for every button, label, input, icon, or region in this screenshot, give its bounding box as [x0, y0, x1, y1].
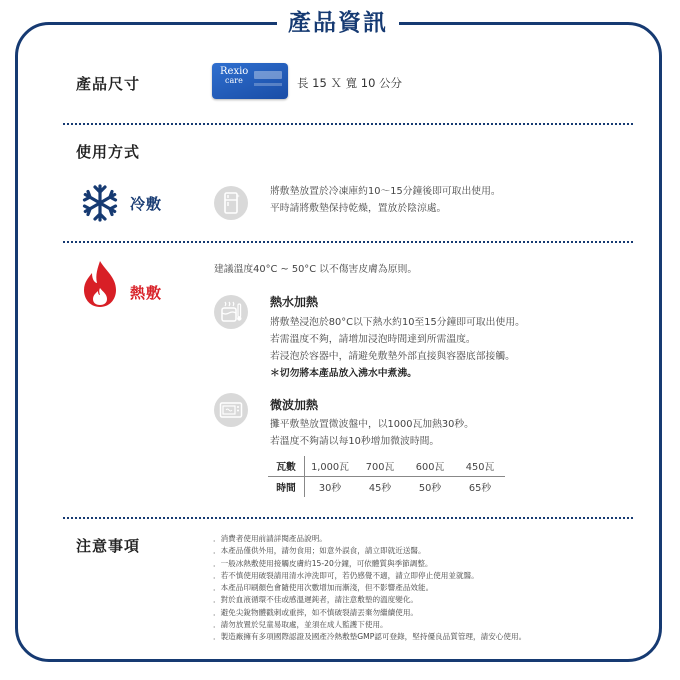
page-title: 產品資訊 — [288, 10, 388, 36]
watts-cell: 700瓦 — [355, 456, 405, 477]
note-item: ．製造廠擁有多項國際認證及國產冷熱敷墊GMP認可登錄，堅持優良品質管理，請安心使用。 — [213, 632, 527, 642]
microwave-title: 微波加熱 — [270, 398, 319, 412]
svg-text:*: * — [236, 194, 240, 201]
times-cell: 45秒 — [368, 483, 392, 494]
note-item: ．請勿放置於兒童易取處，並須在成人監護下使用。 — [213, 620, 388, 630]
notes-label: 注意事項 — [76, 537, 141, 555]
cold-label: 冷敷 — [130, 195, 163, 213]
times-row — [268, 477, 505, 498]
note-item: ．對於血液循環不佳或感溫遲鈍者，請注意敷墊的溫度變化。 — [213, 595, 419, 605]
size-label: 產品尺寸 — [76, 75, 141, 93]
hot-water-line-2: 若需溫度不夠，請增加浸泡時間達到所需溫度。 — [270, 334, 476, 345]
divider-3 — [63, 517, 633, 519]
cold-line-1: 將敷墊放置於冷凍庫約10～15分鐘後即可取出使用。 — [270, 186, 501, 197]
flame-icon — [80, 260, 120, 308]
hot-water-warning: ＊切勿將本產品放入沸水中煮沸。 — [270, 368, 417, 379]
times-header: 時間 — [268, 477, 305, 498]
microwave-table — [268, 456, 505, 497]
times-cell: 65秒 — [468, 483, 492, 494]
cold-line-2: 平時請將敷墊保持乾燥，置放於陰涼處。 — [270, 203, 447, 214]
hot-water-icon — [214, 295, 248, 329]
snowflake-icon — [80, 183, 120, 223]
fridge-icon — [214, 186, 248, 220]
usage-label: 使用方式 — [76, 143, 141, 161]
divider-2 — [63, 241, 633, 243]
hot-water-line-1: 將敷墊浸泡於80°C以下熱水約10至15分鐘即可取出使用。 — [270, 317, 525, 328]
product-text-strip — [254, 83, 282, 86]
title-right-tick — [399, 22, 408, 25]
product-icons — [254, 71, 282, 79]
product-brand-sub: care — [225, 76, 243, 85]
times-cell: 50秒 — [418, 483, 442, 494]
watts-cell: 450瓦 — [455, 456, 505, 477]
microwave-icon — [214, 393, 248, 427]
times-cell: 30秒 — [318, 483, 342, 494]
product-image — [212, 63, 288, 99]
title-block — [268, 8, 408, 38]
microwave-line-1: 攤平敷墊放置微波盤中，以1000瓦加熱30秒。 — [270, 419, 474, 430]
note-item: ．若不慎使用破裂請用清水沖洗即可，若仍感覺不適，請立即停止使用並就醫。 — [213, 570, 479, 580]
watts-row — [268, 456, 505, 477]
notes-list — [213, 533, 526, 644]
note-item: ．一般冰熱敷使用接觸皮膚約15-20分鐘，可依體質與季節調整。 — [213, 558, 433, 568]
hot-water-title: 熱水加熱 — [270, 295, 319, 309]
microwave-line-2: 若溫度不夠請以每10秒增加微波時間。 — [270, 436, 440, 447]
note-item: ．本產品印刷顏色會隨使用次數增加而漸淺，但不影響產品效能。 — [213, 583, 434, 593]
hot-label: 熱敷 — [130, 284, 163, 302]
note-item: ．本產品僅供外用，請勿食用；如意外誤食，請立即就近送醫。 — [213, 546, 426, 556]
hot-intro: 建議溫度40°C ~ 50°C 以不傷害皮膚為原則。 — [214, 264, 418, 275]
hot-water-line-3: 若浸泡於容器中，請避免敷墊外部直接與容器底部接觸。 — [270, 351, 515, 362]
title-left-tick — [268, 22, 277, 25]
note-item: ．消費者使用前請詳閱產品說明。 — [213, 534, 327, 543]
watts-header: 瓦數 — [268, 456, 305, 477]
watts-cell: 1,000瓦 — [305, 456, 356, 477]
note-item: ．避免尖銳物體戳刺或重摔，如不慎破裂請丟棄勿繼續使用。 — [213, 607, 419, 617]
watts-cell: 600瓦 — [405, 456, 455, 477]
dimension-text: 長 15 Ｘ 寬 10 公分 — [297, 76, 403, 90]
product-brand: Rexio — [220, 66, 249, 77]
divider-1 — [63, 123, 633, 125]
